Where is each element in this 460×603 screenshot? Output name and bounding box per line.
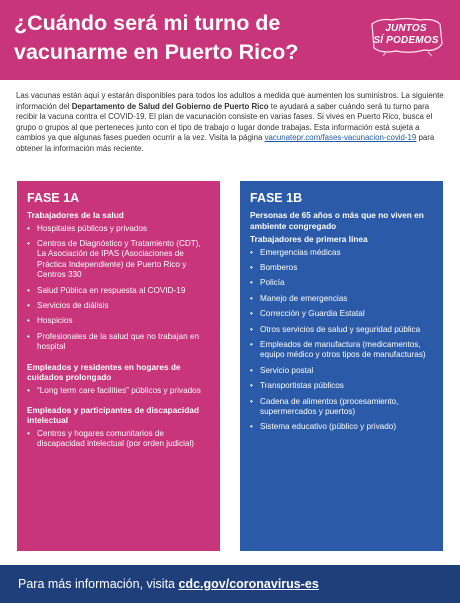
list-item: • Profesionales de la salud que no trabajan en hospital xyxy=(27,332,210,353)
footer-text xyxy=(18,576,319,592)
intro-text-3: para obtener la información más reciente. xyxy=(16,133,435,153)
vacunatepr-link[interactable]: vacunatepr.com/fases-vacunacion-covid-19 xyxy=(264,133,417,143)
cdc-link[interactable]: cdc.gov/coronavirus-es xyxy=(178,577,319,591)
footer-label: Para más información, visita xyxy=(18,577,179,591)
list-item: • Salud Pública en respuesta al COVID-19 xyxy=(27,286,210,296)
header-banner xyxy=(0,0,460,80)
phase-1a-list xyxy=(27,224,210,353)
list-item: • Manejo de emergencias xyxy=(250,294,433,304)
list-item: • “Long term care facilities” públicos y privados xyxy=(27,386,210,396)
phase-1b-list xyxy=(250,248,433,433)
list-item: • Policía xyxy=(250,278,433,288)
phase-1a-card xyxy=(17,181,220,551)
phase-1a-section-heading: Empleados y residentes en hogares de cuidados prolongado xyxy=(27,361,181,383)
list-item: • Servicios de diálisis xyxy=(27,301,210,311)
list-item: • Emergencias médicas xyxy=(250,248,433,258)
list-item: • Hospicios xyxy=(27,316,210,326)
list-item: • Hospitales públicos y privados xyxy=(27,224,210,234)
phase-1b-card xyxy=(240,181,443,551)
list-item: • Cadena de alimentos (procesamiento, supermercados y puertos) xyxy=(250,397,433,418)
list-item: • Otros servicios de salud y seguridad pública xyxy=(250,325,433,335)
phase-1b-section-heading: Personas de 65 años o más que no viven en ambiente congregado xyxy=(250,210,424,231)
list-item: • Sistema educativo (público y privado) xyxy=(250,422,433,432)
list-item: • Corrección y Guardia Estatal xyxy=(250,309,433,319)
phase-1a-list xyxy=(27,386,210,396)
logo-text-line1: JUNTOS xyxy=(385,23,427,34)
phase-1a-list xyxy=(27,429,210,450)
phase-1a-section-heading: Trabajadores de la salud xyxy=(27,210,124,220)
phase-1b-title: FASE 1B xyxy=(250,191,303,205)
page-title: ¿Cuándo será mi turno de vacunarme en Puerto Rico? xyxy=(14,11,299,64)
intro-text-2: te ayudará a saber cuándo será tu turno para recibir la vacuna contra el COVID-19. El plan de vacunación consiste en varias fases. Si vives en Puerto Rico, busca el grupo o grupos al que perteneces junto con el tipo de trabajo o lugar donde trabajas. Esta información está sujeta a cambios ya que algunas fases pueden ocurrir a la vez. Visita la página xyxy=(16,101,433,143)
phase-1a-section-heading: Empleados y participantes de discapacidad intelectual xyxy=(27,404,199,426)
list-item: • Servicio postal xyxy=(250,366,433,376)
list-item: • Centros de Diagnóstico y Tratamiento (CDT), La Asociación de IPAS (Asociaciones de Práctica Independiente) de Puerto Rico y Centros 330 xyxy=(27,239,210,281)
intro-text-1: Las vacunas están aquí y estarán disponibles para todos los adultos a medida que aumenten los suministros. La siguiente información del xyxy=(16,91,444,111)
juntos-si-podemos-logo xyxy=(366,14,446,58)
intro-paragraph xyxy=(16,91,446,155)
list-item: • Bomberos xyxy=(250,263,433,273)
list-item: • Centros y hogares comunitarios de discapacidad intelectual (por orden judicial) xyxy=(27,429,210,450)
footer-banner xyxy=(0,565,460,603)
list-item: • Empleados de manufactura (medicamentos, equipo médico y otros tipos de manufacturas) xyxy=(250,340,433,361)
phase-1b-section-heading: Trabajadores de primera línea xyxy=(250,234,368,244)
logo-text-line2: SÍ PODEMOS xyxy=(373,35,439,46)
intro-bold-text: Departamento de Salud del Gobierno de Puerto Rico xyxy=(71,101,269,111)
phase-1a-title: FASE 1A xyxy=(27,191,80,205)
list-item: • Transportistas públicos xyxy=(250,381,433,391)
